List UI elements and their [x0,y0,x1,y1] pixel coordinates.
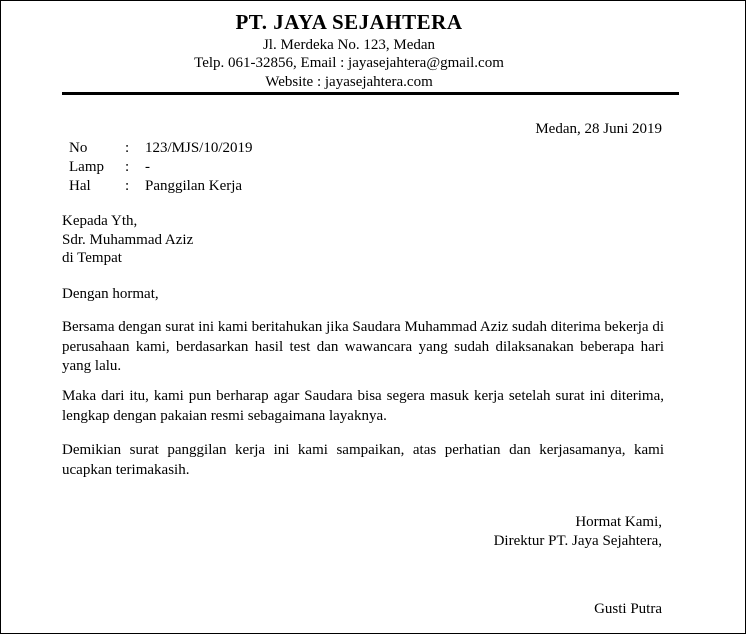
closing-regards: Hormat Kami, [575,514,662,530]
closing-title: Direktur PT. Jaya Sejahtera, [493,533,662,549]
company-name: PT. JAYA SEJAHTERA [235,10,463,34]
meta-value-no: 123/MJS/10/2019 [145,140,253,156]
body-paragraph-3: Demikian surat panggilan kerja ini kami sampaikan, atas perhatian dan kerjasamanya, kami ucapkan terimakasih. [62,442,664,478]
recipient-salutation: Kepada Yth, [62,213,138,229]
recipient-name: Sdr. Muhammad Aziz [62,232,194,248]
meta-label-no: No [69,140,88,156]
signer-name: Gusti Putra [594,601,662,617]
meta-value-lamp: - [145,159,150,175]
company-contact: Telp. 061-32856, Email : jayasejahtera@gmail.com [194,55,504,71]
company-website: Website : jayasejahtera.com [265,74,433,90]
meta-label-hal: Hal [69,178,91,194]
meta-colon-no: : [125,140,130,156]
body-paragraph-1: Bersama dengan surat ini kami beritahukan jika Saudara Muhammad Aziz sudah diterima bekerja di perusahaan kami, berdasarkan hasil test dan wawancara yang sudah dilaksanakan beberapa hari yang lalu. [62,319,664,374]
meta-colon-lamp: : [125,159,130,175]
recipient-location: di Tempat [62,250,122,266]
meta-value-hal: Panggilan Kerja [145,178,243,194]
meta-colon-hal: : [125,178,130,194]
letterhead-divider [62,92,679,95]
company-address: Jl. Merdeka No. 123, Medan [262,37,436,53]
body-paragraph-2: Maka dari itu, kami pun berharap agar Saudara bisa segera masuk kerja setelah surat ini diterima, lengkap dengan pakaian resmi sebagaimana layaknya. [62,388,664,424]
meta-label-lamp: Lamp [69,159,104,175]
greeting: Dengan hormat, [62,286,159,302]
letter-date: Medan, 28 Juni 2019 [535,121,662,137]
